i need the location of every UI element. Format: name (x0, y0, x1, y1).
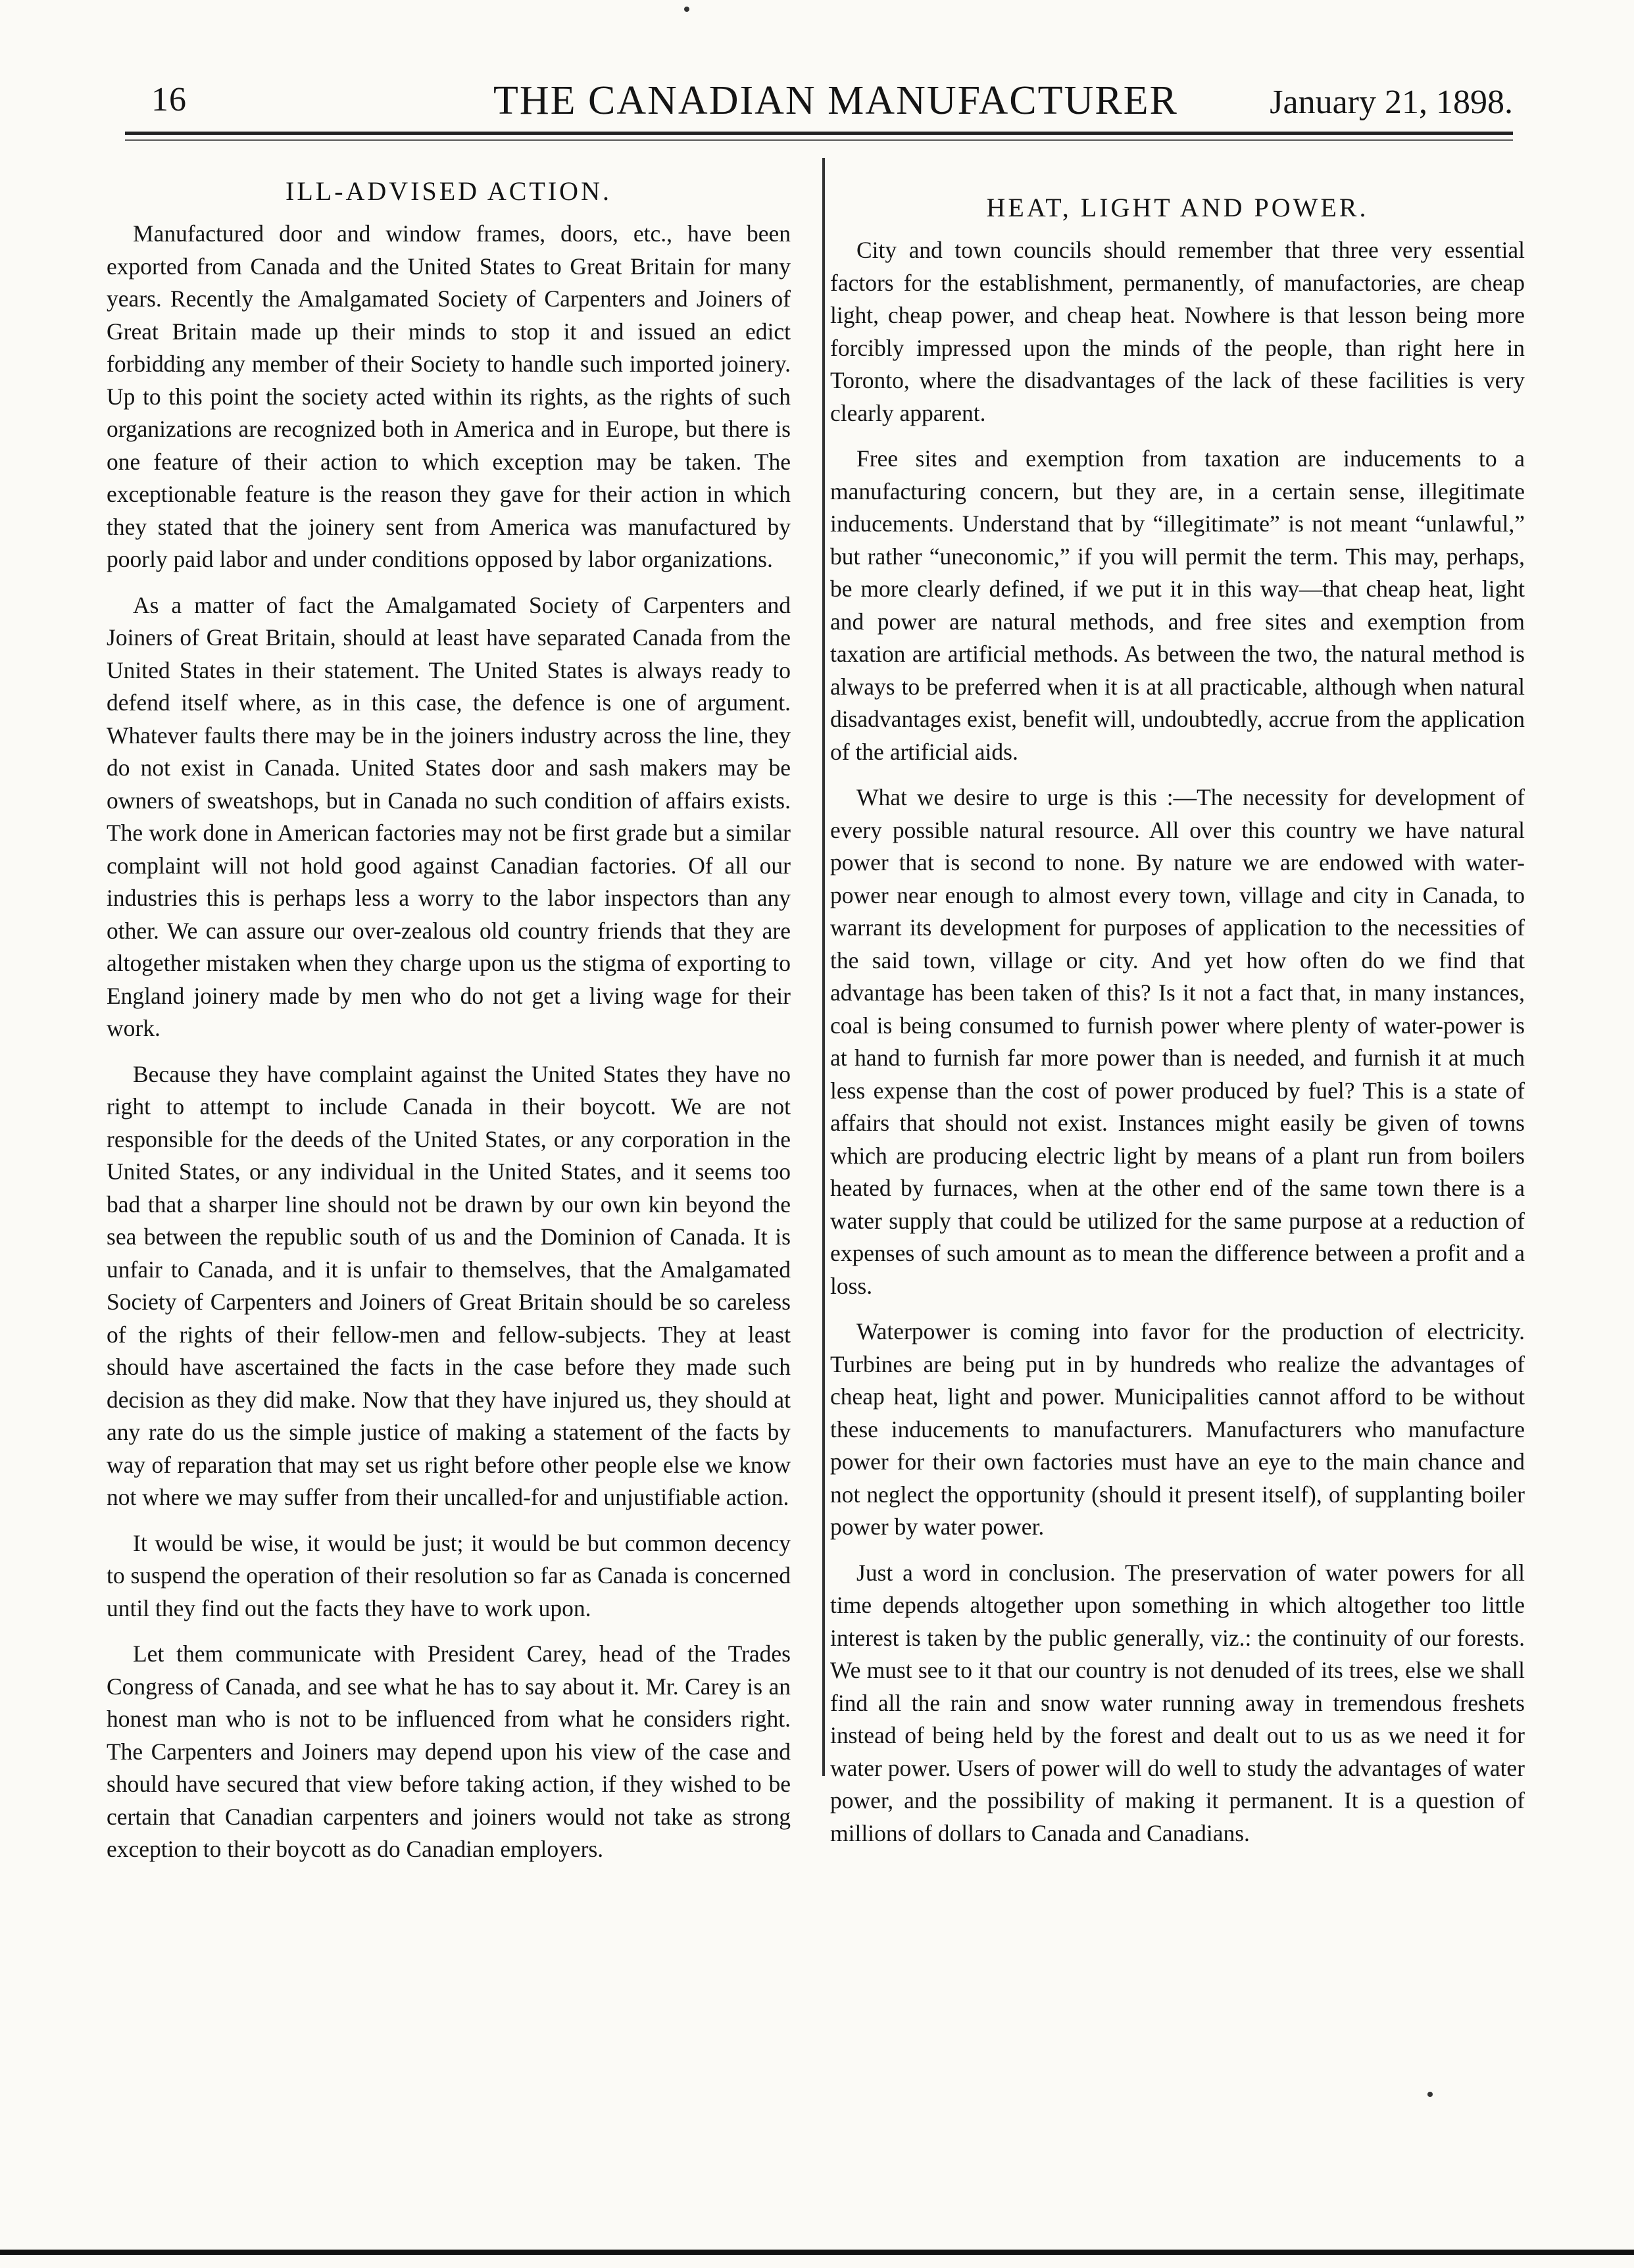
article-paragraph: Because they have complaint against the United States they have no right to attempt to include Canada in their boycott. We are not responsible for the deeds of the United States, or any corporation in the United States, or any individual in the United States, and it seems too bad that a sharper line should not be drawn by our own kin beyond the sea between the republic south of us and the Dominion of Canada. It is unfair to Canada, and it is unfair to themselves, that the Amalgamated Society of Carpenters and Joiners of Great Britain should be so careless of the rights of their fellow-men and fellow-subjects. They at least should have ascertained the facts in the case before they made such decision as they did make. Now that they have injured us, they should at any rate do us the simple justice of making a statement of the facts by way of reparation that may set us right before other people else we know not where we may suffer from their uncalled-for and unjustifiable action. (107, 1060, 791, 1510)
issue-date: January 21, 1898. (1270, 84, 1513, 121)
header-rule (125, 132, 1513, 135)
article-paragraph: As a matter of fact the Amalgamated Society of Carpenters and Joiners of Great Britain, should at least have separated Canada from the United States in their statement. The United States is always ready to defend itself where, as in this case, the defence is one of argument. Whatever faults there may be in the joiners industry across the line, they do not exist in Canada. United States door and sash makers may be owners of sweatshops, but in Canada no such condition of affairs exists. The work done in American factories may not be first grade but a similar complaint will not hold good against Canadian factories. Of all our industries this is perhaps less a worry to the labor inspectors than any other. We can assure our over-zealous old country friends that they are altogether mistaken when they charge upon us the stigma of exporting to England joinery made by men who do not get a living wage for their work. (107, 591, 791, 1041)
article-paragraph: Waterpower is coming into favor for the production of electricity. Turbines are being put in by hundreds who realize the advantages of cheap heat, light and power. Municipalities cannot afford to be without these inducements to manufacturers. Manufacturers who manufacture power for their own factories must have an eye to the main chance and not neglect the opportunity (should it present itself), of supplanting boiler power by water power. (830, 1318, 1525, 1540)
article-paragraph: Manufactured door and window frames, doors, etc., have been exported from Canada and the United States to Great Britain for many years. Recently the Amalgamated Society of Carpenters and Joiners of Great Britain made up their minds to stop it and issued an edict forbidding any member of their Society to handle such imported joinery. Up to this point the society acted within its rights, as the rights of such organizations are recognized both in America and in Europe, but there is one feature of their action to which exception may be taken. The exceptionable feature is the reason they gave for their action in which they stated that the joinery sent from America was manufactured by poorly paid labor and under conditions opposed by labor organizations. (107, 220, 791, 572)
article-paragraph: It would be wise, it would be just; it would be but common decency to suspend the operation of their resolution so far as Canada is concerned until they find out the facts they have to work upon. (107, 1529, 791, 1621)
header-rule-thin (125, 139, 1513, 141)
article-title: ILL-ADVISED ACTION. (285, 176, 612, 206)
article-paragraph: What we desire to urge is this :—The necessity for development of every possible natural resource. All over this country we have natural power that is second to none. By nature we are endowed with water-power near enough to almost every town, village and city in Canada, to warrant its development for purposes of application to the necessities of the said town, village or city. And yet how often do we find that advantage has been taken of this? Is it not a fact that, in many instances, coal is being consumed to furnish power where plenty of water-power is at hand to furnish far more power than is needed, and furnish it at much less expense than the cost of power produced by fuel? This is a state of affairs that should not exist. Instances might easily be given of towns which are producing electric light by means of a plant run from boilers heated by furnaces, when at the other end of the same town there is a water supply that could be utilized for the same purpose at a reduction of expenses of such amount as to mean the difference between a profit and a loss. (830, 784, 1525, 1299)
article-paragraph: City and town councils should remember that three very essential factors for the establishment, permanently, of manufactories, are cheap light, cheap power, and cheap heat. Nowhere is that lesson being more forcibly impressed upon the minds of the people, than right here in Toronto, where the disadvantages of the lack of these facilities is very clearly apparent. (830, 237, 1525, 426)
page-header (125, 78, 1513, 130)
page-bottom-edge (0, 2250, 1634, 2255)
right-article (830, 191, 1525, 1863)
left-article (107, 174, 791, 1879)
article-paragraph: Just a word in conclusion. The preservation of water powers for all time depends altogether upon something in which altogether too little interest is taken by the public generally, viz.: the continuity of our forests. We must see to it that our country is not denuded of its trees, else we shall find all the rain and snow water running away in tremendous freshets instead of being held by the forest and dealt out to us as we need it for water power. Users of power will do well to study the advantages of water power, and the possibility of making it permanent. It is a question of millions of dollars to Canada and Canadians. (830, 1559, 1525, 1846)
masthead-title: THE CANADIAN MANUFACTURER (493, 78, 1178, 123)
article-title: HEAT, LIGHT AND POWER. (986, 193, 1369, 222)
page-number: 16 (151, 81, 187, 118)
print-speck (1427, 2092, 1433, 2097)
print-speck (684, 7, 689, 12)
article-paragraph: Let them communicate with President Carey, head of the Trades Congress of Canada, and see what he has to say about it. Mr. Carey is an honest man who is not to be influenced from what he considers right. The Carpenters and Joiners may depend upon his view of the case and should have secured that view before taking action, if they wished to be certain that Canadian carpenters and joiners would not take as strong exception to their boycott as do Canadian employers. (107, 1640, 791, 1862)
article-paragraph: Free sites and exemption from taxation are inducements to a manufacturing concern, but they are, in a certain sense, illegitimate inducements. Understand that by “illegitimate” is not meant “unlawful,” but rather “uneconomic,” if you will permit the term. This may, perhaps, be more clearly defined, if we put it in this way—that cheap heat, light and power are natural methods, and free sites and exemption from taxation are artificial methods. As between the two, the natural method is always to be preferred when it is at all practicable, although when natural disadvantages exist, benefit will, undoubtedly, accrue from the application of the artificial aids. (830, 445, 1525, 765)
column-divider (822, 158, 825, 1776)
